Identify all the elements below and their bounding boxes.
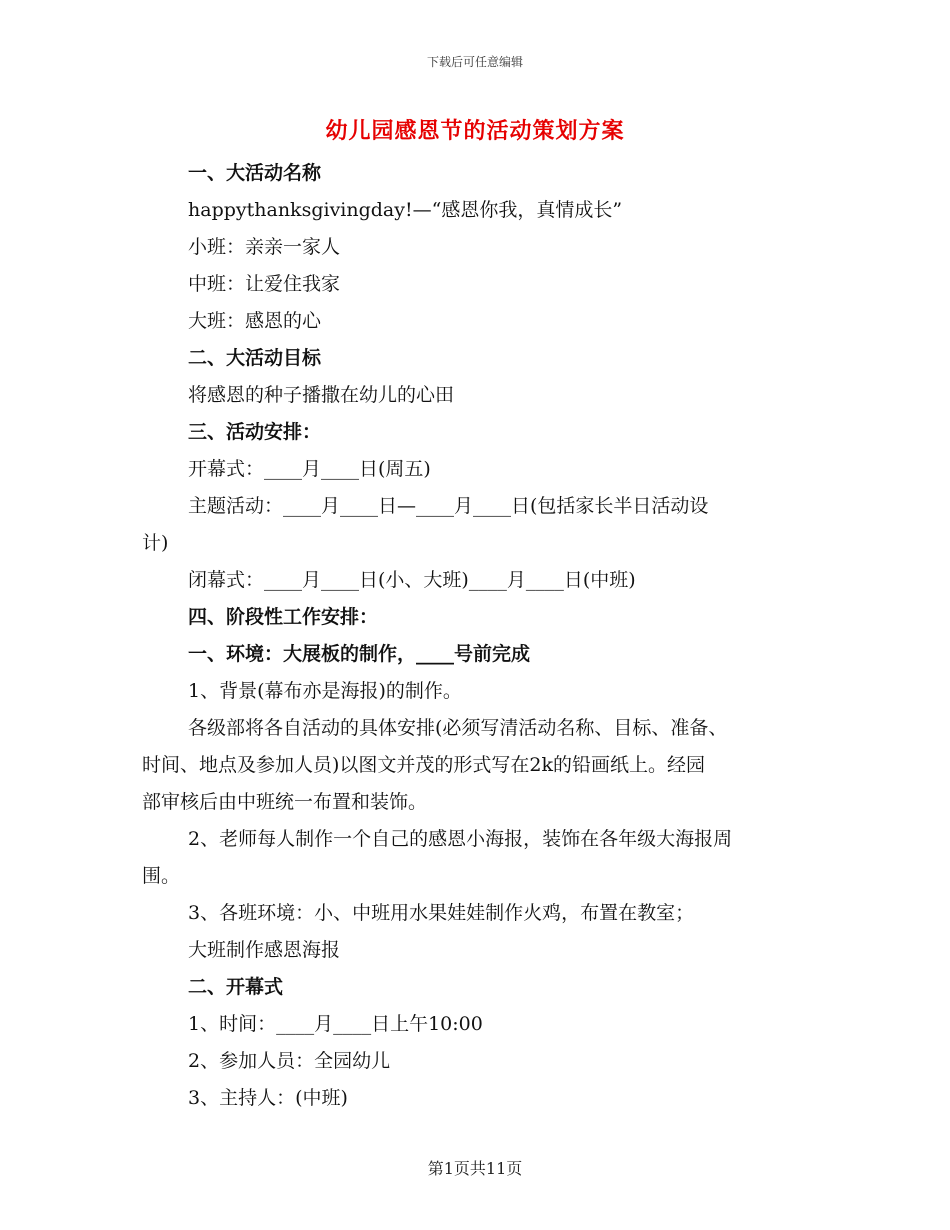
paragraph: 2、老师每人制作一个自己的感恩小海报，装饰在各年级大海报周 <box>188 828 733 850</box>
section-heading: 三、活动安排： <box>188 421 322 443</box>
paragraph-continuation: 部审核后由中班统一布置和装饰。 <box>142 791 428 813</box>
paragraph: 将感恩的种子播撒在幼儿的心田 <box>188 384 455 406</box>
page-header: 下载后可任意编辑 <box>426 55 523 69</box>
document-title: 幼儿园感恩节的活动策划方案 <box>325 118 625 144</box>
subsection-heading: 二、开幕式 <box>188 976 284 998</box>
section-heading: 二、大活动目标 <box>188 347 322 369</box>
paragraph-continuation: 计) <box>142 532 169 554</box>
paragraph: 1、背景(幕布亦是海报)的制作。 <box>188 680 462 702</box>
paragraph: 2、参加人员：全园幼儿 <box>188 1050 391 1072</box>
subsection-heading: 一、环境：大展板的制作，____号前完成 <box>188 643 531 665</box>
paragraph: 大班：感恩的心 <box>188 310 322 332</box>
paragraph: 3、各班环境：小、中班用水果娃娃制作火鸡，布置在教室； <box>188 902 695 924</box>
section-heading: 一、大活动名称 <box>188 162 322 184</box>
paragraph-continuation: 时间、地点及参加人员)以图文并茂的形式写在2k的铅画纸上。经园 <box>142 754 706 776</box>
paragraph: 小班：亲亲一家人 <box>188 236 341 258</box>
paragraph: 1、时间：____月____日上午10:00 <box>188 1013 483 1035</box>
paragraph: happythanksgivingday!—“感恩你我，真情成长” <box>188 199 623 221</box>
paragraph: 主题活动：____月____日—____月____日(包括家长半日活动设 <box>188 495 709 517</box>
paragraph: 各级部将各自活动的具体安排(必须写清活动名称、目标、准备、 <box>188 717 728 739</box>
paragraph: 开幕式：____月____日(周五) <box>188 458 431 480</box>
paragraph: 中班：让爱住我家 <box>188 273 341 295</box>
paragraph: 闭幕式：____月____日(小、大班)____月____日(中班) <box>188 569 636 591</box>
page-footer: 第1页共11页 <box>427 1159 523 1178</box>
section-heading: 四、阶段性工作安排： <box>188 606 379 628</box>
paragraph-continuation: 围。 <box>142 865 181 887</box>
paragraph: 大班制作感恩海报 <box>188 939 341 961</box>
paragraph: 3、主持人：(中班) <box>188 1087 348 1109</box>
